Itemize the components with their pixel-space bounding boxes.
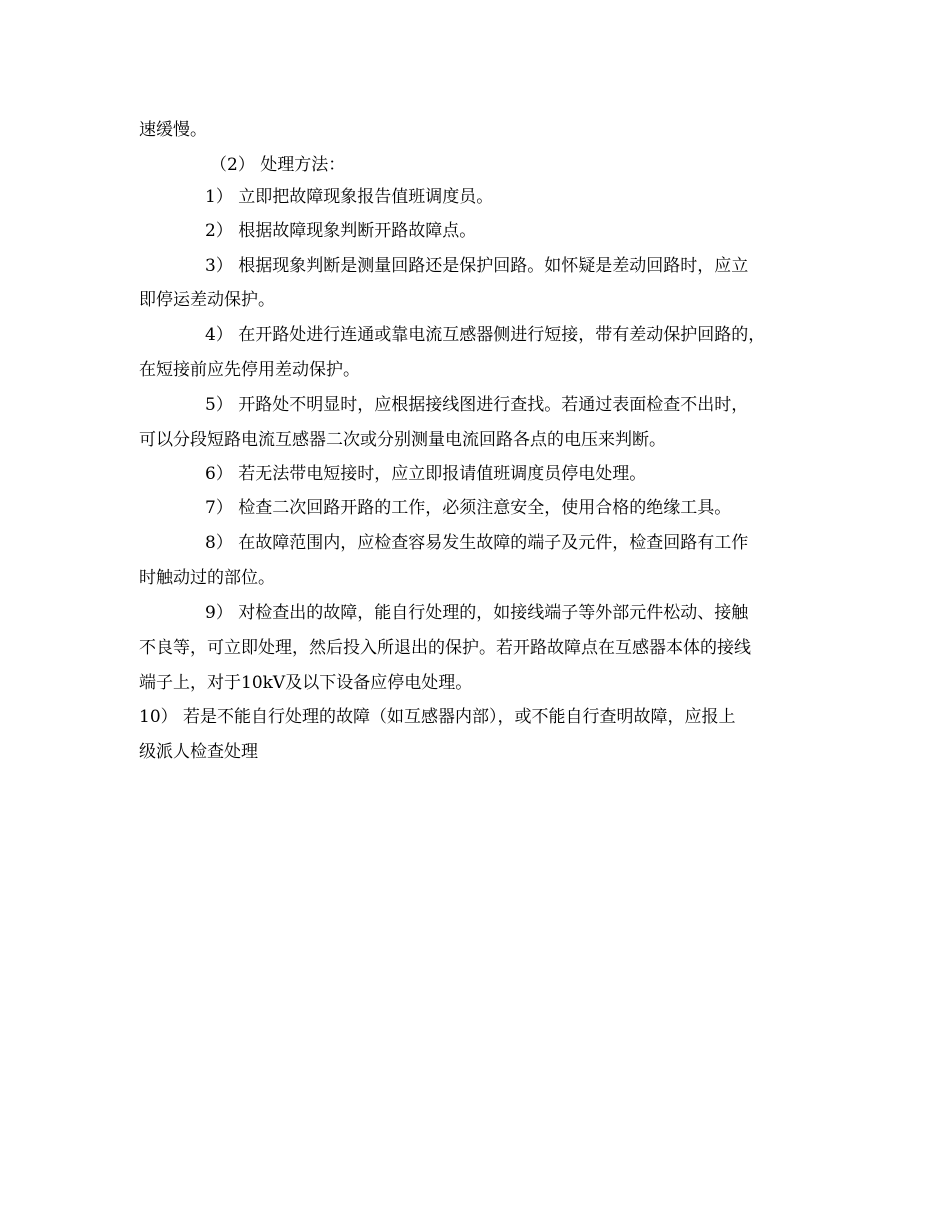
list-item-9-cont-1: 不良等，可立即处理，然后投入所退出的保护。若开路故障点在互感器本体的接线	[139, 638, 751, 658]
list-item-10: 10） 若是不能自行处理的故障（如互感器内部），或不能自行查明故障，应报上	[139, 707, 736, 727]
list-item-4-cont: 在短接前应先停用差动保护。	[139, 360, 360, 380]
text-line: 速缓慢。	[139, 120, 207, 140]
list-item-9: 9） 对检查出的故障，能自行处理的，如接线端子等外部元件松动、接触	[205, 603, 749, 623]
list-item-1: 1） 立即把故障现象报告值班调度员。	[205, 187, 494, 207]
list-item-5: 5） 开路处不明显时，应根据接线图进行查找。若通过表面检查不出时，	[205, 395, 749, 415]
section-heading: （2） 处理方法：	[210, 155, 346, 175]
list-item-7: 7） 检查二次回路开路的工作，必须注意安全，使用合格的绝缘工具。	[205, 498, 732, 518]
list-item-8-cont: 时触动过的部位。	[139, 568, 275, 588]
list-item-3-cont: 即停运差动保护。	[139, 290, 275, 310]
list-item-2: 2） 根据故障现象判断开路故障点。	[205, 221, 477, 241]
list-item-10-cont: 级派人检查处理	[139, 742, 258, 762]
list-item-5-cont: 可以分段短路电流互感器二次或分别测量电流回路各点的电压来判断。	[139, 430, 666, 450]
list-item-8: 8） 在故障范围内，应检查容易发生故障的端子及元件，检查回路有工作	[205, 533, 749, 553]
list-item-6: 6） 若无法带电短接时，应立即报请值班调度员停电处理。	[205, 464, 647, 484]
list-item-3: 3） 根据现象判断是测量回路还是保护回路。如怀疑是差动回路时，应立	[205, 256, 749, 276]
list-item-4: 4） 在开路处进行连通或靠电流互感器侧进行短接，带有差动保护回路的，	[205, 325, 766, 345]
list-item-9-cont-2: 端子上，对于10kV及以下设备应停电处理。	[139, 673, 473, 693]
